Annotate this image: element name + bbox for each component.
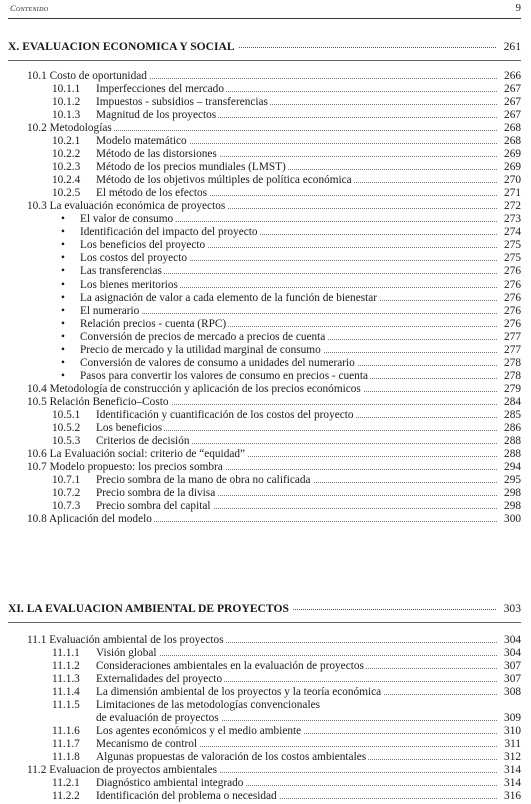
entry-page: 314 xyxy=(504,764,521,777)
entry-title: Precio sombra de la mano de obra no calificada xyxy=(96,473,311,486)
entry-page: 310 xyxy=(504,725,521,738)
entry-number: • xyxy=(61,252,65,265)
entry-title: Método de los precios mundiales (LMST) xyxy=(96,161,286,174)
subsection-entry[interactable] xyxy=(52,778,521,791)
entry-number: • xyxy=(61,356,65,369)
entry-title: Conversión de valores de consumo a unidades del numerario xyxy=(80,356,355,369)
entry-text xyxy=(27,461,225,473)
entry-number: 10.5 xyxy=(27,395,47,408)
entry-title: Visión global xyxy=(96,647,157,659)
entry-text xyxy=(52,96,270,108)
entry-text xyxy=(52,435,192,447)
header-rule xyxy=(8,18,521,19)
entry-text xyxy=(52,331,327,343)
chapter-page: 303 xyxy=(503,602,521,615)
subsection-entry[interactable] xyxy=(52,175,521,188)
entry-page: 271 xyxy=(504,187,521,200)
entry-number: 10.6 xyxy=(27,447,47,460)
subsection-entry[interactable] xyxy=(52,84,521,97)
entry-number: • xyxy=(61,304,65,317)
entry-text xyxy=(52,777,245,789)
entry-text xyxy=(52,174,354,186)
entry-number: 11.1.2 xyxy=(52,660,80,673)
entry-number: 11.1.5 xyxy=(52,699,80,712)
entry-page: 269 xyxy=(504,161,521,174)
subsection-entry[interactable] xyxy=(52,648,521,661)
entry-page: 294 xyxy=(504,460,521,473)
entry-title: Relación Beneficio–Costo xyxy=(49,395,169,408)
entry-page: 286 xyxy=(504,421,521,434)
entry-title: La Evaluación social: criterio de “equidad” xyxy=(49,447,246,460)
entry-number: 11.1.3 xyxy=(52,673,80,686)
subsection-entry[interactable] xyxy=(52,436,521,449)
chapter-page: 261 xyxy=(503,40,521,53)
entry-title: Los beneficios xyxy=(96,421,163,434)
entry-number: 10.2.4 xyxy=(52,174,81,187)
entry-number: 10.2.5 xyxy=(52,187,81,200)
entry-text xyxy=(27,513,154,525)
chapter-rule xyxy=(8,60,521,61)
entry-page: 307 xyxy=(504,673,521,686)
entry-number: 10.5.1 xyxy=(52,408,81,421)
entry-page: 276 xyxy=(504,278,521,291)
chapter-number: XI. xyxy=(8,602,24,615)
entry-number: 10.2.2 xyxy=(52,148,81,161)
entry-number: • xyxy=(61,291,65,304)
entry-page: 304 xyxy=(504,634,521,646)
entry-title: Precio de mercado y la utilidad marginal de consumo xyxy=(80,343,321,356)
entry-page: 274 xyxy=(504,226,521,239)
subsection-entry[interactable] xyxy=(52,475,521,488)
entry-title: Aplicación del modelo xyxy=(48,513,152,525)
entry-number: 10.2.3 xyxy=(52,161,81,174)
entry-page: 275 xyxy=(504,239,521,252)
entry-text xyxy=(27,383,363,395)
entry-page: 267 xyxy=(504,96,521,109)
entry-text xyxy=(52,226,260,238)
entry-text xyxy=(52,187,209,199)
entry-title: Imperfecciones del mercado xyxy=(96,83,224,95)
entry-page: 288 xyxy=(504,434,521,447)
entry-number: 11.1.8 xyxy=(52,751,80,764)
entry-page: 307 xyxy=(504,660,521,673)
entry-number: 10.7.2 xyxy=(52,487,81,499)
entry-page: 308 xyxy=(504,686,521,699)
entry-title: El valor de consumo xyxy=(80,213,174,226)
entry-page: 304 xyxy=(504,647,521,659)
entry-page: 276 xyxy=(504,304,521,317)
entry-page: 276 xyxy=(504,265,521,278)
entry-title: Los beneficios del proyecto xyxy=(80,239,206,252)
chapter-number: X. xyxy=(8,40,20,53)
entry-number: 11.2 xyxy=(27,764,47,777)
entry-page: 309 xyxy=(504,712,521,725)
entry-title: Precio sombra de la divisa xyxy=(96,487,216,499)
entry-text xyxy=(27,396,171,408)
entry-title: Conversión de precios de mercado a precios de cuenta xyxy=(80,330,326,343)
entry-text xyxy=(27,634,226,646)
entry-title: Los bienes meritorios xyxy=(80,278,178,291)
bullet-entry[interactable] xyxy=(52,306,521,319)
entry-page: 298 xyxy=(504,500,521,512)
entry-text xyxy=(52,305,141,317)
entry-number: 10.7 xyxy=(27,460,47,473)
subsection-entry[interactable] xyxy=(52,739,521,752)
entry-number: • xyxy=(61,369,65,382)
entry-page: 277 xyxy=(504,330,521,343)
entry-text xyxy=(52,161,288,173)
subsection-entry[interactable] xyxy=(52,700,521,713)
section-entry[interactable] xyxy=(27,384,521,397)
entry-number: 11.1.1 xyxy=(52,647,80,659)
entry-text xyxy=(52,83,226,95)
entry-number: 11.1 xyxy=(27,634,47,646)
entry-title: Diagnóstico ambiental integrado xyxy=(96,777,244,790)
entry-title: Criterios de decisión xyxy=(96,434,190,447)
entry-text xyxy=(52,409,356,421)
entry-title: Limitaciones de las metodologías convencionales xyxy=(96,699,320,712)
entry-page: 316 xyxy=(504,790,521,803)
entry-text xyxy=(52,318,228,330)
entry-text xyxy=(52,239,207,251)
header-title: Contenido xyxy=(10,3,49,13)
entry-page: 276 xyxy=(504,291,521,304)
entry-title: Externalidades del proyecto xyxy=(96,673,223,686)
entry-title: Pasos para convertir los valores de consumo en precios - cuenta xyxy=(80,369,368,382)
chapter-title xyxy=(8,40,238,53)
entry-title: Los agentes económicos y el medio ambiente xyxy=(96,725,302,738)
entry-number: 10.7.3 xyxy=(52,500,81,512)
bullet-entry[interactable] xyxy=(52,214,521,227)
entry-page: 267 xyxy=(504,83,521,95)
entry-text xyxy=(52,292,379,304)
entry-number: 10.7.1 xyxy=(52,473,81,486)
entry-number: 10.1.3 xyxy=(52,109,81,122)
entry-title: Las transferencias xyxy=(80,265,162,278)
entry-title: Método de las distorsiones xyxy=(96,148,217,161)
entry-title: Metodologías xyxy=(49,122,112,135)
entry-title: Identificación del problema o necesidad xyxy=(96,790,277,803)
entry-text xyxy=(52,109,218,121)
entry-number: • xyxy=(61,239,65,252)
entry-text xyxy=(52,647,159,659)
entry-text xyxy=(52,370,370,382)
entry-text xyxy=(52,725,303,737)
entry-title: Modelo propuesto: los precios sombra xyxy=(49,460,223,473)
entry-title: Precio sombra del capital xyxy=(96,500,211,512)
chapter-title xyxy=(8,602,292,615)
entry-title: Costo de oportunidad xyxy=(49,70,147,82)
entry-page: 285 xyxy=(504,408,521,421)
entry-text xyxy=(52,699,322,711)
entry-number: 10.5.2 xyxy=(52,421,81,434)
entry-number: 11.1.4 xyxy=(52,686,80,699)
entry-number: • xyxy=(61,278,65,291)
entry-title: La evaluación económica de proyectos xyxy=(49,200,226,213)
running-header xyxy=(10,3,521,17)
entry-title: Evaluación ambiental de los proyectos xyxy=(49,634,224,646)
entry-page: 276 xyxy=(504,317,521,330)
chapter-title-text: EVALUACION ECONOMICA Y SOCIAL xyxy=(22,40,235,53)
entry-text xyxy=(27,764,219,776)
entry-title: Magnitud de los proyectos xyxy=(96,109,217,122)
entry-page: 268 xyxy=(504,135,521,148)
entry-page: 312 xyxy=(504,751,521,764)
entry-text xyxy=(52,686,383,698)
subsection-entry[interactable] xyxy=(52,136,521,149)
entry-number: • xyxy=(61,343,65,356)
entry-text xyxy=(27,70,149,82)
entry-text xyxy=(52,660,366,672)
section-entry[interactable] xyxy=(27,514,521,527)
entry-number: 11.2.2 xyxy=(52,790,80,803)
entry-number: • xyxy=(61,330,65,343)
entry-text xyxy=(52,487,217,499)
entry-number: 10.4 xyxy=(27,382,47,395)
entry-title: Identificación y cuantificación de los costos del proyecto xyxy=(96,408,354,421)
entry-text xyxy=(52,673,224,685)
entry-page: 278 xyxy=(504,369,521,382)
entry-text xyxy=(52,712,221,724)
entry-title: Modelo matemático xyxy=(96,135,187,148)
chapter-rule xyxy=(8,622,521,623)
entry-text xyxy=(52,135,189,147)
entry-number: 11.1.6 xyxy=(52,725,80,738)
entry-number: • xyxy=(61,317,65,330)
entry-number: 11.2.1 xyxy=(52,777,80,790)
entry-text xyxy=(52,790,279,802)
entry-page: 270 xyxy=(504,174,521,187)
entry-number: 10.5.3 xyxy=(52,434,81,447)
entry-title: Evaluacion de proyectos ambientales xyxy=(49,764,218,777)
entry-text xyxy=(52,751,368,763)
entry-page: 279 xyxy=(504,382,521,395)
entry-page: 300 xyxy=(504,513,521,525)
entry-title: Mecanismo de control xyxy=(96,738,198,751)
entry-title: Consideraciones ambientales en la evaluación de proyectos xyxy=(96,660,364,673)
entry-page: 314 xyxy=(504,777,521,790)
entry-page: 278 xyxy=(504,356,521,369)
entry-number: • xyxy=(61,265,65,278)
entry-page: 284 xyxy=(504,395,521,408)
entry-page: 272 xyxy=(504,200,521,213)
bullet-entry[interactable] xyxy=(52,266,521,279)
entry-page: 267 xyxy=(504,109,521,122)
entry-text xyxy=(52,500,213,512)
header-page-number: 9 xyxy=(515,2,521,14)
subsection-entry[interactable] xyxy=(52,110,521,123)
entry-number: 10.1 xyxy=(27,70,47,82)
entry-title: Los costos del proyecto xyxy=(80,252,187,265)
entry-number: 10.3 xyxy=(27,200,47,213)
chapter-title-text: LA EVALUACION AMBIENTAL DE PROYECTOS xyxy=(26,602,289,615)
entry-title: La dimensión ambiental de los proyectos y la teoría económica xyxy=(96,686,382,699)
entry-text xyxy=(52,252,189,264)
entry-title: Método de los objetivos múltiples de política económica xyxy=(96,174,352,187)
entry-text xyxy=(52,344,323,356)
entry-title: La asignación de valor a cada elemento de la función de bienestar xyxy=(80,291,378,304)
entry-text xyxy=(52,148,219,160)
entry-page: 269 xyxy=(504,148,521,161)
entry-number: 10.8 xyxy=(27,513,47,525)
entry-number: • xyxy=(61,213,65,226)
entry-title: Identificación del impacto del proyecto xyxy=(80,226,258,239)
entry-number: 10.1.1 xyxy=(52,83,81,95)
entry-page: 277 xyxy=(504,343,521,356)
entry-text xyxy=(27,200,227,212)
subsection-entry[interactable] xyxy=(52,791,521,804)
entry-page: 266 xyxy=(504,70,521,82)
entry-page: 295 xyxy=(504,473,521,486)
entry-number: • xyxy=(61,226,65,239)
entry-text xyxy=(27,448,247,460)
entry-title: Algunas propuestas de valoración de los costos ambientales xyxy=(96,751,367,764)
entry-text xyxy=(52,357,357,369)
entry-text xyxy=(52,738,199,750)
entry-page: 275 xyxy=(504,252,521,265)
entry-text xyxy=(52,279,180,291)
entry-page: 298 xyxy=(504,487,521,499)
entry-number: 10.1.2 xyxy=(52,96,81,109)
entry-number: 11.1.7 xyxy=(52,738,80,751)
entry-title: Metodología de construcción y aplicación de los precios económicos xyxy=(49,382,361,395)
entry-text xyxy=(27,122,114,134)
chapter-heading[interactable] xyxy=(8,602,521,616)
entry-text xyxy=(52,265,164,277)
entry-text xyxy=(52,474,313,486)
entry-title: El método de los efectos xyxy=(96,187,208,200)
entry-text xyxy=(52,213,175,225)
entry-page: 311 xyxy=(504,738,521,751)
bullet-entry[interactable] xyxy=(52,345,521,358)
entry-number: 10.2.1 xyxy=(52,135,81,148)
entry-page: 273 xyxy=(504,213,521,226)
entry-title: El numerario xyxy=(80,304,140,317)
entry-title: Relación precios - cuenta (RPC) xyxy=(80,317,227,330)
entry-text xyxy=(52,422,164,434)
entry-page: 288 xyxy=(504,447,521,460)
entry-title: Impuestos - subsidios – transferencias xyxy=(96,96,268,109)
entry-title: de evaluación de proyectos xyxy=(96,712,219,725)
entry-number: 10.2 xyxy=(27,122,47,135)
chapter-heading[interactable] xyxy=(8,40,521,54)
entry-page: 268 xyxy=(504,122,521,135)
